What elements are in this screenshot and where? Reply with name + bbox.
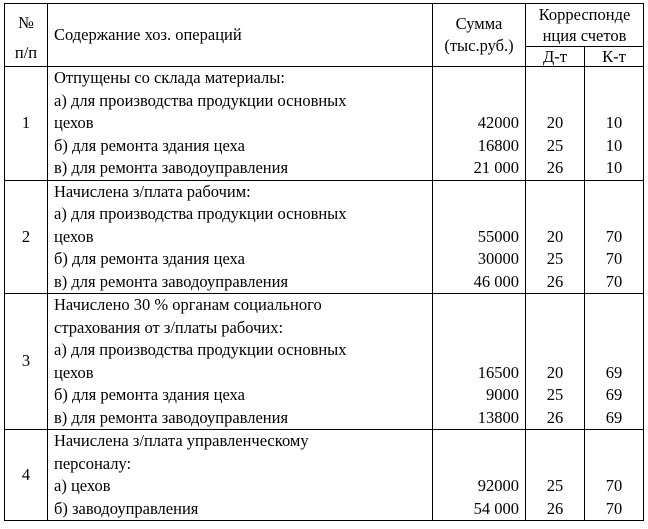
sum-value: 16500 — [477, 362, 519, 382]
operation-line: в) для ремонта заводоуправления — [54, 271, 289, 291]
table-header — [5, 4, 644, 67]
row-number: 2 — [5, 180, 48, 294]
table-row — [5, 180, 644, 294]
debit-account — [526, 453, 584, 476]
sum-value: 42000 — [477, 113, 519, 132]
operation-line: Отпущены со склада материалы: — [54, 68, 285, 87]
sum-value: 13800 — [477, 407, 519, 427]
debit-account: 20 — [546, 226, 564, 246]
debit-cell — [526, 67, 585, 181]
operation-line: в) для ремонта заводоуправления — [54, 158, 289, 177]
row-number: 1 — [5, 67, 48, 181]
credit-cell — [585, 430, 644, 521]
debit-account: 25 — [546, 249, 564, 268]
sum-value — [433, 317, 525, 340]
header-correspondence-line2: нция счетов — [542, 26, 627, 45]
sum-value: 9000 — [486, 385, 519, 404]
row-number: 4 — [5, 430, 48, 521]
description-cell — [48, 430, 433, 521]
debit-account — [526, 67, 584, 90]
credit-account: 69 — [605, 407, 623, 427]
credit-account — [585, 339, 643, 362]
debit-account: 20 — [546, 362, 564, 382]
header-credit: К-т — [585, 47, 644, 67]
header-sum — [433, 4, 526, 67]
credit-account — [585, 67, 643, 90]
credit-account — [585, 453, 643, 476]
description-cell — [48, 67, 433, 181]
credit-cell — [585, 180, 644, 294]
credit-account — [585, 203, 643, 226]
sum-value — [433, 67, 525, 90]
sum-value: 46 000 — [473, 271, 519, 291]
debit-account — [526, 339, 584, 362]
credit-account — [585, 317, 643, 340]
debit-account: 26 — [546, 271, 564, 291]
operation-line: Начислена з/плата рабочим: — [54, 181, 251, 201]
operation-line: персоналу: — [54, 453, 132, 473]
header-number-abbr: п/п — [14, 42, 38, 62]
debit-account: 25 — [546, 385, 564, 404]
operation-line: цехов — [54, 362, 94, 382]
operation-line: а) для производства продукции основных — [54, 340, 347, 359]
header-debit: Д-т — [526, 47, 585, 67]
table-row — [5, 430, 644, 521]
credit-account: 70 — [605, 226, 623, 246]
credit-account — [585, 181, 643, 204]
credit-account: 10 — [605, 113, 623, 132]
sum-value — [433, 90, 525, 113]
sum-value — [433, 294, 525, 317]
sum-value — [433, 339, 525, 362]
credit-account: 69 — [605, 385, 623, 404]
debit-cell — [526, 430, 585, 521]
header-number — [5, 4, 48, 67]
debit-account — [526, 90, 584, 113]
debit-cell — [526, 294, 585, 430]
sum-value — [433, 181, 525, 204]
credit-account — [585, 294, 643, 317]
sum-value: 16800 — [477, 135, 519, 155]
debit-account: 25 — [546, 135, 564, 155]
operation-line: б) для ремонта здания цеха — [54, 135, 245, 155]
credit-account: 10 — [605, 135, 623, 155]
operation-line: а) для производства продукции основных — [54, 90, 347, 110]
sum-value — [433, 453, 525, 476]
debit-account: 26 — [546, 498, 564, 518]
sum-value: 21 000 — [473, 158, 519, 177]
debit-account — [526, 203, 584, 226]
operation-line: цехов — [54, 113, 94, 132]
row-number: 3 — [5, 294, 48, 430]
debit-account: 20 — [546, 113, 564, 132]
operation-line: цехов — [54, 226, 94, 246]
header-number-symbol: № — [18, 13, 34, 32]
operation-line: б) для ремонта здания цеха — [54, 249, 245, 268]
debit-account — [526, 317, 584, 340]
sum-value: 55000 — [477, 226, 519, 246]
header-sum-label: Сумма — [455, 14, 503, 33]
debit-account — [526, 430, 584, 453]
credit-account — [585, 430, 643, 453]
sum-value — [433, 430, 525, 453]
credit-account: 69 — [605, 362, 623, 382]
sum-value: 92000 — [477, 476, 519, 495]
operation-line: а) для производства продукции основных — [54, 204, 347, 223]
operation-line: страхования от з/платы рабочих: — [54, 317, 284, 337]
credit-account: 10 — [605, 158, 623, 177]
operations-table — [4, 3, 644, 521]
debit-cell — [526, 180, 585, 294]
debit-account: 26 — [546, 407, 564, 427]
operation-line: Начислена з/плата управленческому — [54, 431, 309, 450]
debit-account — [526, 294, 584, 317]
debit-account: 26 — [546, 158, 564, 177]
credit-account: 70 — [605, 249, 623, 268]
credit-account: 70 — [605, 271, 623, 291]
credit-account: 70 — [605, 498, 623, 518]
table-row — [5, 67, 644, 181]
operation-line: Начислено 30 % органам социального — [54, 295, 322, 314]
header-correspondence — [526, 4, 644, 47]
credit-account: 70 — [605, 476, 623, 495]
sum-value — [433, 203, 525, 226]
sum-cell — [433, 67, 526, 181]
sum-value: 54 000 — [473, 498, 519, 518]
debit-account: 25 — [546, 476, 564, 495]
sum-cell — [433, 180, 526, 294]
header-correspondence-line1: Корреспонде — [538, 5, 631, 24]
description-cell — [48, 294, 433, 430]
operation-line: б) заводоуправления — [54, 498, 199, 518]
description-cell — [48, 180, 433, 294]
credit-cell — [585, 294, 644, 430]
sum-value: 30000 — [477, 249, 519, 268]
table-body — [5, 67, 644, 521]
debit-account — [526, 181, 584, 204]
sum-cell — [433, 430, 526, 521]
operation-line: а) цехов — [54, 476, 111, 495]
header-sum-unit: (тыс.руб.) — [444, 36, 514, 55]
table-row — [5, 294, 644, 430]
credit-cell — [585, 67, 644, 181]
credit-account — [585, 90, 643, 113]
header-description: Содержание хоз. операций — [48, 4, 433, 67]
operation-line: б) для ремонта здания цеха — [54, 385, 245, 404]
operation-line: в) для ремонта заводоуправления — [54, 407, 289, 427]
sum-cell — [433, 294, 526, 430]
